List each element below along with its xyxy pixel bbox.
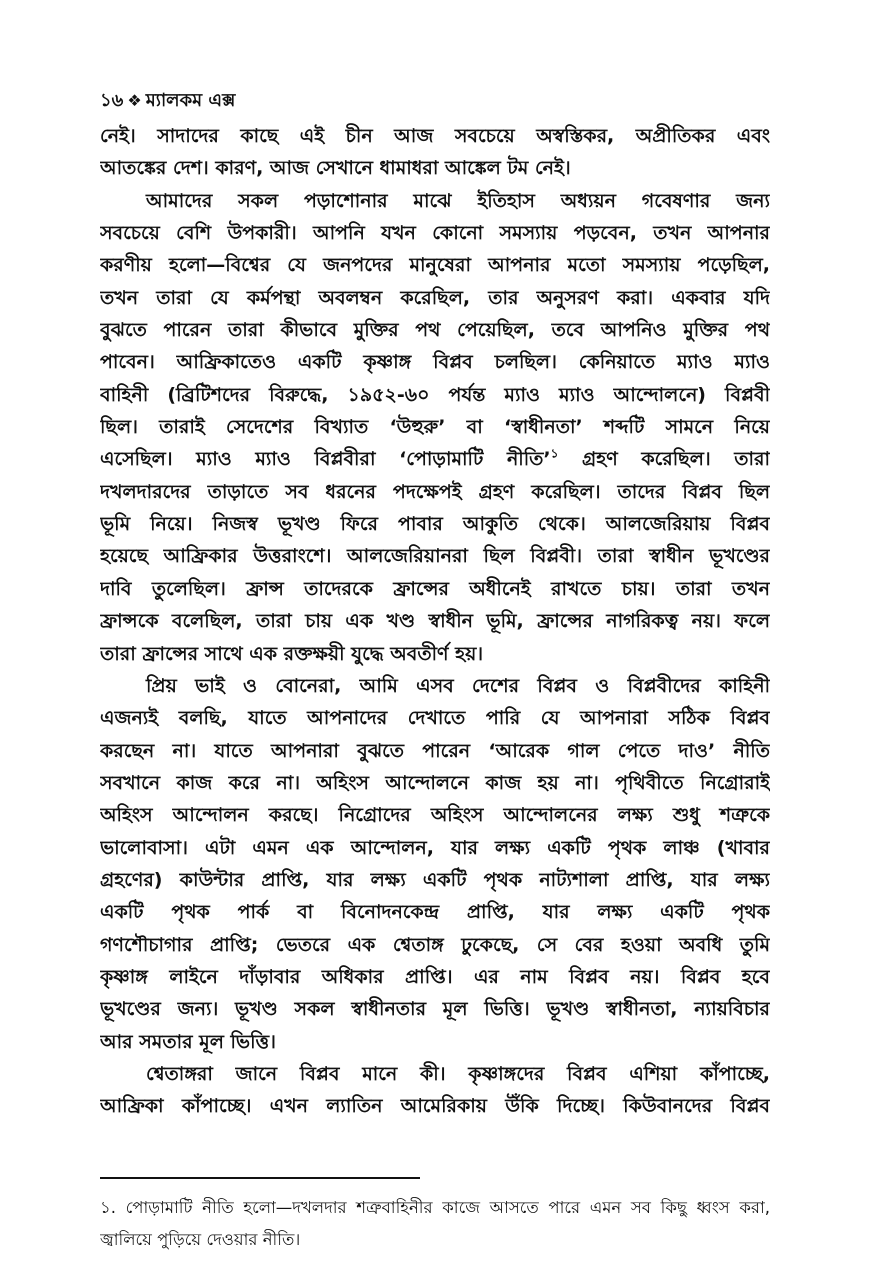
footnote <box>100 1192 770 1256</box>
text-line-content: আমাদের সকল পড়াশোনার মাঝে ইতিহাস অধ্যয়ন গবেষণার জন্য <box>146 189 770 212</box>
text-line-content: ভালোবাসা। এটা এমন এক আন্দোলন, যার লক্ষ্য একটি পৃথক লাঞ্চ (খাবার <box>100 836 770 859</box>
text-line-content: গণশৌচাগার প্রাপ্তি; ভেতরে এক শ্বেতাঙ্গ ঢুকেছে, সে বের হওয়া অবধি তুমি <box>100 933 770 956</box>
text-line-content: এজন্যই বলছি, যাতে আপনাদের দেখাতে পারি যে আপনারা সঠিক বিপ্লব <box>100 707 770 730</box>
text-line <box>100 638 770 670</box>
text-line-content: দাবি তুলেছিল। ফ্রান্স তাদেরকে ফ্রান্সের অধীনেই রাখতে চায়। তারা তখন <box>100 577 770 600</box>
text-line-content: প্রিয় ভাই ও বোনেরা, আমি এসব দেশের বিপ্লব ও বিপ্লবীদের কাহিনী <box>146 674 770 697</box>
text-line-content: কৃষ্ণাঙ্গ লাইনে দাঁড়াবার অধিকার প্রাপ্তি। এর নাম বিপ্লব নয়। বিপ্লব হবে <box>100 965 770 988</box>
text-line-content: তারা ফ্রান্সের সাথে এক রক্তক্ষয়ী যুদ্ধে অবতীর্ণ হয়। <box>100 642 484 665</box>
text-line-content: একটি পৃথক পার্ক বা বিনোদনকেন্দ্র প্রাপ্তি, যার লক্ষ্য একটি পৃথক <box>100 901 770 924</box>
text-line <box>100 540 770 572</box>
text-line-content: পাবেন। আফ্রিকাতেও একটি কৃষ্ণাঙ্গ বিপ্লব চলছিল। কেনিয়াতে ম্যাও ম্যাও <box>100 351 770 374</box>
footnote-marker: ১ <box>550 447 559 462</box>
text-line <box>100 605 770 637</box>
text-line <box>100 832 770 864</box>
text-line-content: আফ্রিকা কাঁপাচ্ছে। এখন ল্যাতিন আমেরিকায় উঁকি দিচ্ছে। কিউবানদের বিপ্লব <box>100 1095 770 1118</box>
text-line-content: করণীয় হলো—বিশ্বের যে জনপদের মানুষেরা আপনার মতো সমস্যায় পড়েছিল, <box>100 254 770 277</box>
text-line <box>100 346 770 378</box>
text-line <box>100 993 770 1025</box>
text-line-content: বুঝতে পারেন তারা কীভাবে মুক্তির পথ পেয়েছিল, তবে আপনিও মুক্তির পথ <box>100 319 770 342</box>
text-line-content: করছেন না। যাতে আপনারা বুঝতে পারেন ‘আরেক গাল পেতে দাও’ নীতি <box>100 739 770 762</box>
text-line <box>100 573 770 605</box>
text-line-content: গ্রহণের) কাউন্টার প্রাপ্তি, যার লক্ষ্য একটি পৃথক নাট্যশালা প্রাপ্তি, যার লক্ষ্য <box>100 868 770 891</box>
text-line-content: নেই। সাদাদের কাছে এই চীন আজ সবচেয়ে অস্বস্তিকর, অপ্রীতিকর এবং <box>100 125 770 147</box>
footnote-line: জ্বালিয়ে পুড়িয়ে দেওয়ার নীতি। <box>100 1230 301 1249</box>
text-line-content: শ্বেতাঙ্গরা জানে বিপ্লব মানে কী। কৃষ্ণাঙ্গদের বিপ্লব এশিয়া কাঁপাচ্ছে, <box>146 1062 770 1085</box>
text-line-content: দখলদারদের তাড়াতে সব ধরনের পদক্ষেপই গ্রহণ করেছিল। তাদের বিপ্লব ছিল <box>100 480 770 503</box>
footnote-divider <box>100 1177 420 1179</box>
text-line-content: ফ্রান্সকে বলেছিল, তারা চায় এক খণ্ড স্বাধীন ভূমি, ফ্রান্সের নাগরিকত্ব নয়। ফলে <box>100 610 770 633</box>
text-line-continuation: গ্রহণ করেছিল। তারা <box>558 448 770 471</box>
text-line <box>100 185 770 217</box>
text-line <box>100 1058 770 1090</box>
running-header <box>100 86 235 117</box>
diamond-ornament-icon: ❖ <box>127 91 142 110</box>
text-line <box>100 670 770 702</box>
body-text <box>100 120 770 1123</box>
text-line <box>100 799 770 831</box>
footnote-line: ১. পোড়ামাটি নীতি হলো—দখলদার শত্রুবাহিনীর কাজে আসতে পারে এমন সব কিছু ধ্বংস করা, <box>100 1198 770 1217</box>
text-line <box>100 702 770 734</box>
text-line-content: সবখানে কাজ করে না। অহিংস আন্দোলনে কাজ হয় না। পৃথিবীতে নিগ্রোরাই <box>100 771 770 794</box>
text-line-content: হয়েছে আফ্রিকার উত্তরাংশে। আলজেরিয়ানরা ছিল বিপ্লবী। তারা স্বাধীন ভূখণ্ডের <box>100 545 770 568</box>
text-line <box>100 314 770 346</box>
text-line-content: বাহিনী (ব্রিটিশদের বিরুদ্ধে, ১৯৫২-৬০ পর্যন্ত ম্যাও ম্যাও আন্দোলনে) বিপ্লবী <box>100 383 770 406</box>
text-line <box>100 443 770 475</box>
text-line <box>100 411 770 443</box>
text-line <box>100 735 770 767</box>
text-line-content: ভূখণ্ডের জন্য। ভূখণ্ড সকল স্বাধীনতার মূল ভিত্তি। ভূখণ্ড স্বাধীনতা, ন্যায়বিচার <box>100 998 770 1021</box>
text-line-content: আর সমতার মূল ভিত্তি। <box>100 1030 276 1053</box>
text-line-content: সবচেয়ে বেশি উপকারী। আপনি যখন কোনো সমস্যায় পড়বেন, তখন আপনার <box>100 222 770 245</box>
text-line <box>100 249 770 281</box>
text-line <box>100 476 770 508</box>
text-line-content: আতঙ্কের দেশ। কারণ, আজ সেখানে ধামাধরা আঙ্কেল টম নেই। <box>100 157 571 180</box>
text-line-content: অহিংস আন্দোলন করছে। নিগ্রোদের অহিংস আন্দোলনের লক্ষ্য শুধু শত্রুকে <box>100 804 770 827</box>
text-line <box>100 896 770 928</box>
text-line-content: তখন তারা যে কর্মপন্থা অবলম্বন করেছিল, তার অনুসরণ করা। একবার যদি <box>100 286 770 309</box>
text-line-content: ভূমি নিয়ে। নিজস্ব ভূখণ্ড ফিরে পাবার আকুতি থেকে। আলজেরিয়ায় বিপ্লব <box>100 513 770 536</box>
text-line <box>100 1026 770 1058</box>
text-line <box>100 1090 770 1122</box>
text-line <box>100 508 770 540</box>
text-line <box>100 864 770 896</box>
text-line <box>100 929 770 961</box>
text-line <box>100 767 770 799</box>
text-line-content: ছিল। তারাই সেদেশের বিখ্যাত ‘উহুরু’ বা ‘স্বাধীনতা’ শব্দটি সামনে নিয়ে <box>100 416 770 439</box>
page-number: ১৬ <box>100 90 124 111</box>
text-line <box>100 120 770 152</box>
text-line <box>100 379 770 411</box>
text-line-content: এসেছিল। ম্যাও ম্যাও বিপ্লবীরা ‘পোড়ামাটি নীতি’ <box>100 448 551 471</box>
text-line <box>100 961 770 993</box>
book-title: ম্যালকম এক্স <box>145 90 236 111</box>
text-line <box>100 217 770 249</box>
text-line <box>100 152 770 184</box>
text-line <box>100 282 770 314</box>
